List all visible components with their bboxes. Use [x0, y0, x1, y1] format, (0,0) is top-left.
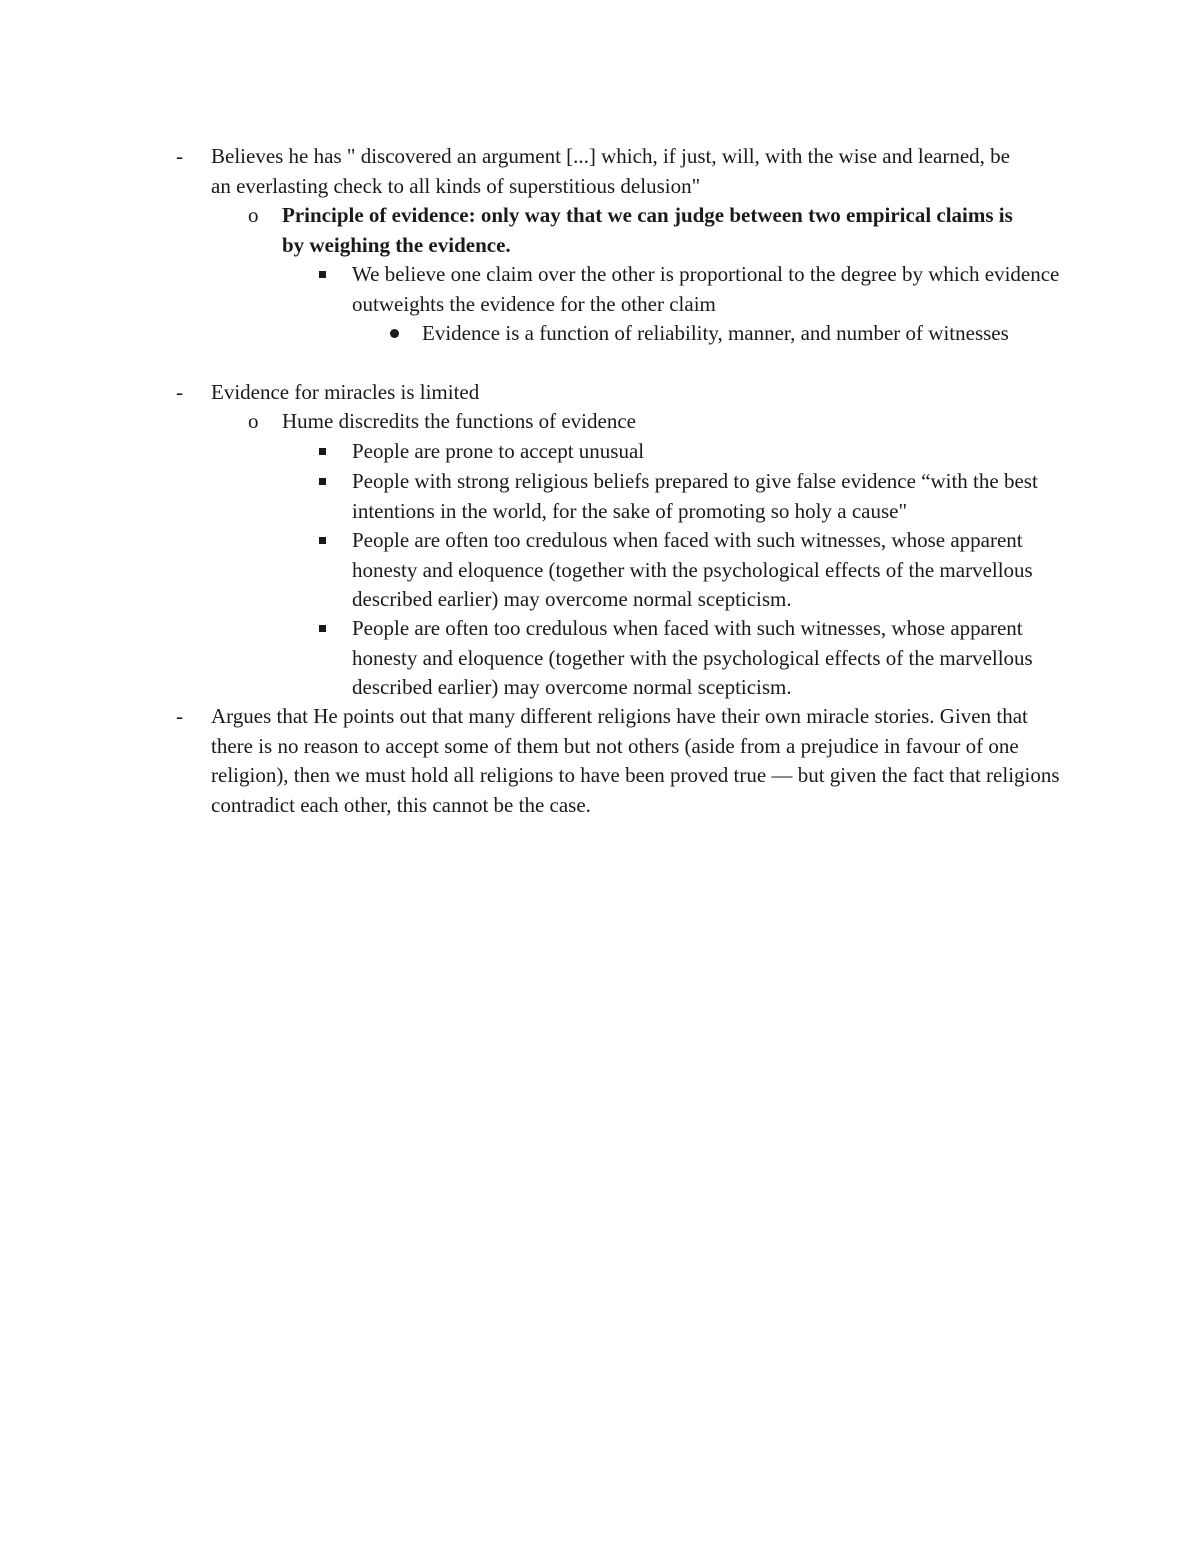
dash-bullet: -	[176, 704, 183, 728]
principle-term: Principle of evidence	[282, 203, 469, 227]
note-prone-to-unusual: People are prone to accept unusual	[352, 439, 645, 463]
square-bullet	[316, 467, 332, 497]
dot-bullet	[386, 319, 402, 349]
note-miracle-evidence-limited: Evidence for miracles is limited	[211, 380, 480, 404]
note-competing-religions: Argues that He points out that many different religions have their own miracle stories. Given that there is no reason to accept some of them but not others (aside from a prejudice in favour of one religion), then we must hold all religions to have been proved true — but given the fact that religions contradict each other, this cannot be the case.	[211, 704, 1060, 817]
square-bullet	[316, 614, 332, 644]
note-hume-discredits: Hume discredits the functions of evidence	[282, 409, 636, 433]
note-false-religious-evidence: People with strong religious beliefs prepared to give false evidence “with the best intentions in the world, for the sake of promoting so holy a cause"	[352, 469, 1038, 523]
dash-bullet: -	[176, 380, 183, 404]
note-principle-of-evidence	[282, 201, 1027, 260]
square-bullet	[316, 260, 332, 290]
circle-bullet: o	[248, 409, 259, 433]
note-evidence-function: Evidence is a function of reliability, manner, and number of witnesses	[422, 321, 1009, 345]
note-credulous-witnesses: People are often too credulous when faced with such witnesses, whose apparent honesty and eloquence (together with the psychological effects of the marvellous described earlier) may overcome normal scepticism.	[352, 528, 1033, 611]
note-credulous-witnesses-repeat: People are often too credulous when faced with such witnesses, whose apparent honesty and eloquence (together with the psychological effects of the marvellous described earlier) may overcome normal scepticism.	[352, 616, 1033, 699]
note-believes-argument: Believes he has " discovered an argument [...] which, if just, will, with the wise and learned, be an everlasting check to all kinds of superstitious delusion"	[211, 144, 1010, 198]
circle-bullet: o	[248, 203, 259, 227]
square-bullet	[316, 437, 332, 467]
square-bullet	[316, 526, 332, 556]
dash-bullet: -	[176, 144, 183, 168]
principle-definition: : only way that we can judge between two empirical claims is by weighing the evidence.	[282, 203, 1013, 257]
note-proportional-belief: We believe one claim over the other is proportional to the degree by which evidence outweights the evidence for the other claim	[352, 262, 1060, 316]
